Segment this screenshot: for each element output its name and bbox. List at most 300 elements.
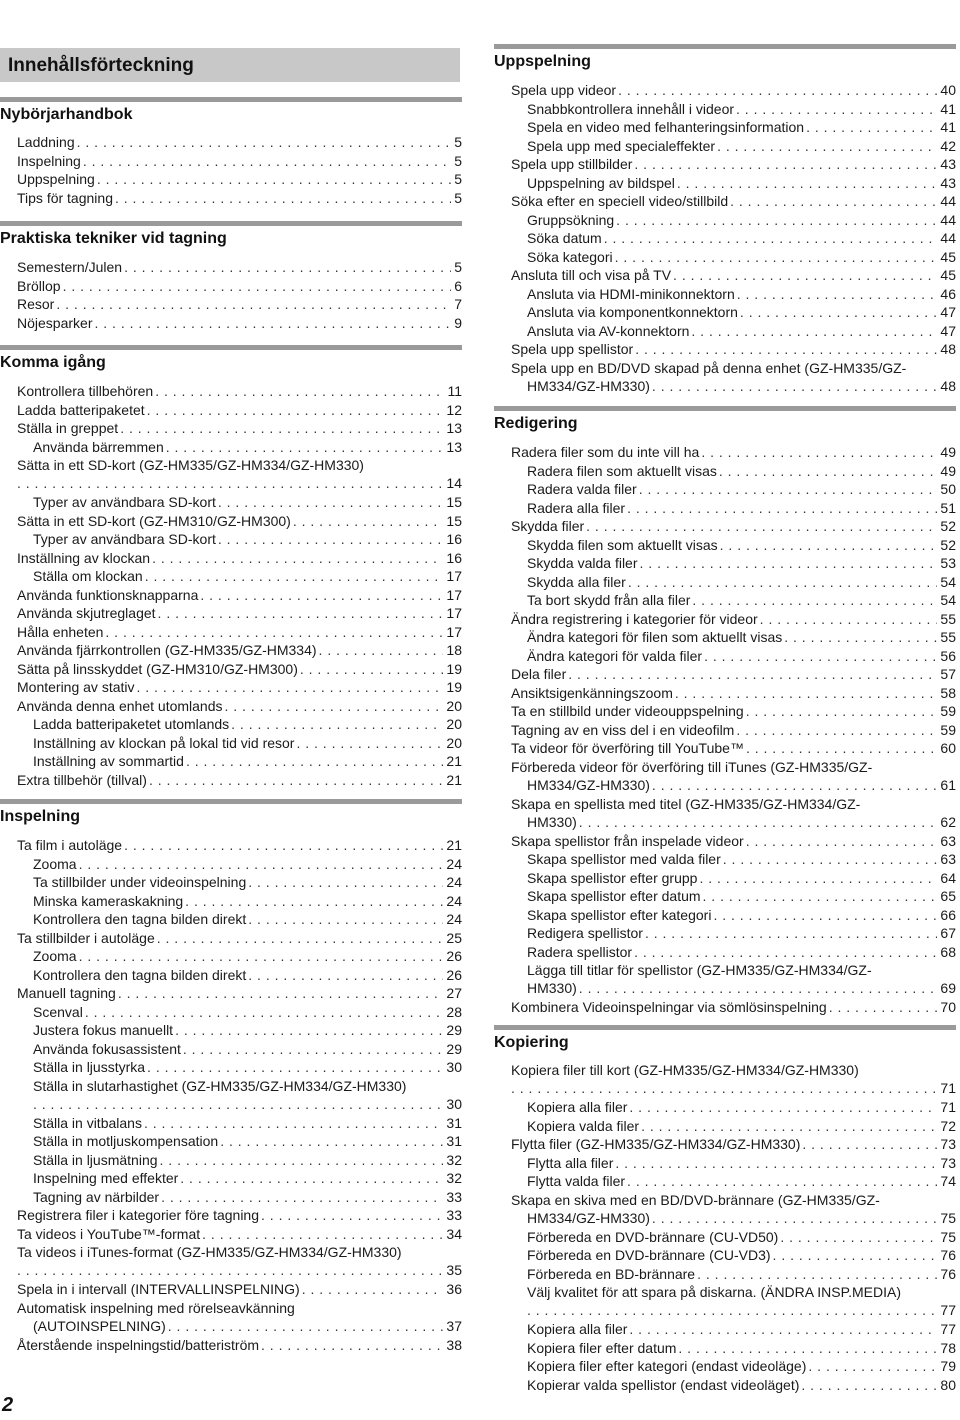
dot-leader (118, 984, 444, 1002)
toc-entry-page: 50 (940, 481, 956, 497)
toc-entry-text: Uppspelning (17, 171, 95, 187)
toc-entry-text: Återstående inspelningstid/batteriström (17, 1336, 260, 1353)
toc-entry[interactable] (511, 359, 956, 395)
toc-entry[interactable] (527, 118, 956, 136)
toc-entry[interactable] (527, 647, 956, 665)
toc-entry[interactable] (527, 211, 956, 229)
toc-entry-text: Ställa in ljusmätning (33, 1151, 158, 1168)
toc-entry[interactable] (17, 1243, 462, 1279)
toc-title: Innehållsförteckning (8, 55, 194, 76)
dot-leader (604, 229, 938, 247)
toc-entry-text-continued: HM334/GZ-HM330) (527, 1209, 650, 1226)
toc-entry[interactable] (527, 1117, 956, 1135)
toc-entry-text: Kopiera valda filer (527, 1117, 640, 1134)
toc-entry-text: Spela upp med specialeffekter (527, 137, 716, 154)
toc-entry[interactable] (33, 873, 462, 891)
toc-entry[interactable] (17, 133, 462, 151)
dot-leader (634, 943, 937, 961)
toc-entry-text: Skapa spellistor efter grupp (527, 869, 698, 886)
toc-entry[interactable] (511, 192, 956, 210)
toc-entry-page: 61 (940, 776, 956, 793)
dot-leader (94, 314, 451, 332)
toc-entry-text: Manuell tagning (17, 985, 116, 1001)
dot-leader (773, 1246, 938, 1264)
toc-entry[interactable] (17, 984, 462, 1002)
toc-entry-text: Spela upp en BD/DVD skapad på denna enhet (GZ-HM335/GZ- (511, 359, 907, 376)
toc-entry[interactable] (17, 258, 462, 276)
dot-leader (652, 776, 938, 794)
dot-leader (124, 836, 443, 854)
toc-entry-page: 42 (940, 137, 956, 154)
toc-entry[interactable] (511, 610, 956, 628)
section-heading-uppspelning (494, 44, 956, 74)
toc-entry[interactable] (17, 295, 462, 313)
toc-entry[interactable] (527, 174, 956, 192)
toc-entry[interactable] (527, 1357, 956, 1375)
toc-entry-page: 29 (446, 1040, 462, 1057)
toc-entry-page: 56 (940, 647, 956, 664)
toc-entry[interactable] (527, 961, 956, 997)
toc-entry-text: Flytta alla filer (527, 1154, 614, 1171)
dot-leader (200, 586, 443, 604)
dot-leader (511, 1079, 937, 1097)
toc-entry-page: 15 (446, 512, 462, 529)
toc-entry-page: 74 (940, 1173, 956, 1189)
toc-entry[interactable] (527, 480, 956, 498)
toc-entry[interactable] (17, 170, 462, 188)
section-title: Uppspelning (494, 53, 591, 70)
toc-entry[interactable] (527, 229, 956, 247)
toc-entry[interactable] (17, 1336, 462, 1354)
toc-entry-text: Zooma (33, 948, 77, 964)
toc-entry[interactable] (17, 697, 462, 715)
dot-leader (719, 462, 938, 480)
toc-entry-text: Använda bärremmen (33, 438, 164, 455)
toc-entry[interactable] (511, 758, 956, 794)
toc-entry-page: 52 (940, 536, 956, 553)
toc-entry-page: 17 (446, 586, 462, 603)
toc-entry-text-continued: HM330) (527, 813, 577, 830)
toc-entry[interactable] (17, 623, 462, 641)
toc-entry[interactable] (527, 850, 956, 868)
toc-entry[interactable] (33, 1151, 462, 1169)
section-heading-kopiering (494, 1025, 956, 1055)
toc-entry[interactable] (527, 906, 956, 924)
toc-entry[interactable] (527, 499, 956, 517)
dot-leader (645, 924, 937, 942)
dot-leader (652, 377, 938, 395)
toc-entry[interactable] (511, 155, 956, 173)
toc-entry-page: 47 (940, 322, 956, 339)
toc-entry[interactable] (527, 1265, 956, 1283)
toc-entry[interactable] (527, 1228, 956, 1246)
dot-leader (248, 966, 443, 984)
toc-entry[interactable] (17, 152, 462, 170)
section-rule (0, 799, 462, 804)
toc-entry-page: 20 (446, 716, 462, 732)
toc-entry-page: 72 (940, 1117, 956, 1134)
dot-leader (302, 1280, 444, 1298)
dot-leader (115, 189, 451, 207)
toc-entry-text: Radera spellistor (527, 943, 633, 960)
toc-entry-text: Ladda batteripaketet (17, 401, 145, 418)
toc-entry-text: Skydda filen som aktuellt visas (527, 536, 718, 553)
toc-entry-page: 64 (940, 869, 956, 886)
toc-entry-page: 24 (446, 892, 462, 909)
dot-leader (673, 266, 937, 284)
dot-leader (97, 170, 451, 188)
toc-entry[interactable] (511, 721, 956, 739)
toc-entry-text: Ansiktsigenkänningszoom (511, 684, 673, 701)
dot-leader (736, 100, 937, 118)
toc-entry-page: 67 (940, 925, 956, 941)
toc-entry[interactable] (33, 910, 462, 928)
toc-entry[interactable] (33, 855, 462, 873)
dot-leader (56, 295, 451, 313)
toc-entry[interactable] (511, 81, 956, 99)
toc-entry-text: Förbereda videor för överföring till iTunes (GZ-HM335/GZ- (511, 758, 873, 775)
toc-entry[interactable] (527, 248, 956, 266)
toc-entry[interactable] (17, 771, 462, 789)
toc-entry-text: Hålla enheten (17, 623, 104, 640)
toc-entry-page: 53 (940, 555, 956, 571)
toc-entry[interactable] (33, 438, 462, 456)
toc-entry-text: Dela filer (511, 666, 567, 682)
toc-entry[interactable] (33, 1132, 462, 1150)
toc-entry-text: Använda fokusassistent (33, 1040, 181, 1057)
section-title: Inspelning (0, 808, 80, 825)
toc-entry-page: 5 (454, 171, 462, 187)
dot-leader (736, 721, 937, 739)
toc-entry[interactable] (511, 998, 956, 1016)
toc-entry-page: 80 (940, 1376, 956, 1393)
dot-leader (185, 892, 443, 910)
dot-leader (105, 623, 443, 641)
toc-entry-page: 28 (446, 1003, 462, 1020)
toc-entry-page: 5 (454, 134, 462, 150)
dot-leader (152, 549, 443, 567)
toc-entry[interactable] (17, 1225, 462, 1243)
toc-entry[interactable] (511, 832, 956, 850)
toc-entry-text: Kopiera filer efter kategori (endast videoläge) (527, 1358, 807, 1374)
toc-entry-page: 43 (940, 174, 956, 191)
toc-entry[interactable] (17, 456, 462, 492)
toc-entry[interactable] (33, 892, 462, 910)
toc-entry[interactable] (33, 1021, 462, 1039)
toc-entry[interactable] (33, 493, 462, 511)
toc-entry[interactable] (527, 1283, 956, 1319)
toc-entry[interactable] (527, 869, 956, 887)
dot-leader (678, 1339, 937, 1357)
toc-entry[interactable] (511, 443, 956, 461)
toc-entry[interactable] (511, 1191, 956, 1227)
toc-entry-page: 5 (454, 189, 462, 206)
toc-entry-page: 17 (446, 605, 462, 621)
toc-entry-page: 45 (940, 248, 956, 265)
toc-entry-page: 32 (446, 1170, 462, 1186)
toc-entry[interactable] (511, 795, 956, 831)
toc-entry[interactable] (17, 641, 462, 659)
dot-leader (568, 665, 937, 683)
toc-entry[interactable] (527, 554, 956, 572)
toc-entry-text: Skapa spellistor med valda filer (527, 851, 721, 867)
dot-leader (160, 1151, 444, 1169)
toc-entry-page: 24 (446, 911, 462, 927)
toc-entry[interactable] (527, 887, 956, 905)
toc-entry-text: Typer av användbara SD-kort (33, 531, 216, 547)
toc-entry[interactable] (17, 604, 462, 622)
toc-entry-page: 44 (940, 211, 956, 228)
toc-entry-text: Tagning av närbilder (33, 1188, 160, 1205)
toc-entry[interactable] (511, 684, 956, 702)
dot-leader (168, 1317, 444, 1335)
toc-entry-text: Använda denna enhet utomlands (17, 697, 223, 714)
toc-entry-text: Ändra kategori för valda filer (527, 647, 703, 664)
dot-leader (579, 813, 938, 831)
section-rule (494, 406, 956, 411)
dot-leader (829, 998, 938, 1016)
toc-entry-text: Kopiera filer till kort (GZ-HM335/GZ-HM334/GZ-HM330) (511, 1062, 859, 1078)
toc-entry-page: 54 (940, 573, 956, 590)
toc-entry[interactable] (33, 1114, 462, 1132)
toc-entry-page: 49 (940, 462, 956, 479)
toc-entry-page: 47 (940, 304, 956, 320)
toc-entry[interactable] (17, 1280, 462, 1298)
toc-entry-page: 52 (940, 518, 956, 534)
toc-entry-text: Scenval (33, 1003, 83, 1020)
toc-entry-page: 16 (446, 549, 462, 566)
toc-entry[interactable] (527, 100, 956, 118)
dot-leader (248, 910, 443, 928)
toc-entry[interactable] (527, 1172, 956, 1190)
toc-entry-text: Kontrollera den tagna bilden direkt (33, 966, 247, 983)
toc-entry[interactable] (527, 1098, 956, 1116)
dot-leader (802, 1135, 937, 1153)
toc-entry[interactable] (33, 567, 462, 585)
toc-entry[interactable] (511, 517, 956, 535)
dot-leader (699, 869, 937, 887)
dot-leader (616, 211, 937, 229)
toc-entry-text: Förbereda en BD-brännare (527, 1265, 696, 1282)
toc-entry[interactable] (511, 739, 956, 757)
toc-entry-text-continued: HM334/GZ-HM330) (527, 776, 650, 793)
dot-leader (615, 248, 938, 266)
toc-entry-page: 68 (940, 943, 956, 960)
toc-entry-page: 62 (940, 813, 956, 830)
toc-entry-page: 48 (940, 377, 956, 394)
dot-leader (149, 771, 443, 789)
page-number: 2 (2, 1394, 14, 1416)
toc-entry[interactable] (33, 1040, 462, 1058)
dot-leader (627, 499, 937, 517)
dot-leader (218, 530, 444, 548)
toc-entry-page: 26 (446, 966, 462, 983)
toc-entry-text: Skydda alla filer (527, 573, 626, 590)
toc-entry-page: 20 (446, 697, 462, 714)
toc-entry-text: Spela upp stillbilder (511, 156, 633, 172)
toc-entry-page: 29 (446, 1022, 462, 1038)
toc-entry[interactable] (17, 401, 462, 419)
toc-entry-text: Ställa in vitbalans (33, 1114, 142, 1131)
toc-entry[interactable] (17, 678, 462, 696)
toc-entry-page: 45 (940, 267, 956, 283)
toc-entry-text: Registrera filer i kategorier före tagning (17, 1207, 260, 1223)
dot-leader (639, 480, 938, 498)
toc-entry-page: 32 (446, 1151, 462, 1168)
toc-entry-text: Nöjesparker (17, 314, 93, 331)
toc-entry[interactable] (527, 322, 956, 340)
toc-entry[interactable] (33, 1058, 462, 1076)
dot-leader (704, 647, 937, 665)
toc-entry[interactable] (17, 1299, 462, 1335)
toc-entry[interactable] (17, 660, 462, 678)
toc-entry[interactable] (33, 752, 462, 770)
toc-entry-page: 24 (446, 855, 462, 872)
toc-entry-text: Lägga till titlar för spellistor (GZ-HM335/GZ-HM334/GZ- (527, 962, 872, 978)
toc-entry-text: Spela en video med felhanteringsinformation (527, 119, 805, 135)
toc-entry-text: Ta bort skydd från alla filer (527, 592, 691, 608)
toc-entry-page: 25 (446, 929, 462, 946)
toc-entry-text: Ändra kategori för filen som aktuellt visas (527, 629, 783, 645)
toc-entry-page: 13 (446, 438, 462, 455)
toc-entry[interactable] (527, 943, 956, 961)
toc-entry-page: 51 (940, 499, 956, 516)
toc-entry[interactable] (33, 530, 462, 548)
toc-entry[interactable] (511, 702, 956, 720)
toc-entry[interactable] (33, 966, 462, 984)
dot-leader (33, 1095, 443, 1113)
toc-entry-text: Ansluta via HDMI-minikonnektorn (527, 285, 735, 302)
dot-leader (641, 1117, 937, 1135)
dot-leader (691, 322, 937, 340)
toc-entry-page: 46 (940, 285, 956, 302)
toc-entry-text-continued: HM330) (527, 980, 577, 996)
toc-entry-page: 16 (446, 531, 462, 547)
toc-entry[interactable] (527, 573, 956, 591)
dot-leader (137, 678, 444, 696)
toc-entry-page: 75 (940, 1228, 956, 1245)
toc-entry-text: Sätta in ett SD-kort (GZ-HM335/GZ-HM334/GZ-HM330) (17, 457, 364, 473)
dot-leader (166, 438, 444, 456)
toc-entry[interactable] (17, 277, 462, 295)
toc-entry[interactable] (527, 285, 956, 303)
toc-entry-page: 41 (940, 100, 956, 117)
toc-entry-page: 71 (940, 1099, 956, 1115)
toc-entry-text: Minska kameraskakning (33, 892, 184, 909)
dot-leader (186, 752, 443, 770)
toc-entry[interactable] (527, 1320, 956, 1338)
toc-entry-text: Inspelning (17, 152, 81, 169)
dot-leader (780, 1228, 937, 1246)
toc-entry[interactable] (17, 382, 462, 400)
toc-entry-text: Radera filen som aktuellt visas (527, 462, 717, 479)
toc-entry-page: 11 (447, 383, 462, 399)
toc-entry-text: Ansluta till och visa på TV (511, 267, 672, 283)
toc-entry[interactable] (527, 137, 956, 155)
toc-entry[interactable] (511, 266, 956, 284)
toc-entry-text: Ställa in ljusstyrka (33, 1059, 146, 1075)
toc-entry[interactable] (527, 303, 956, 321)
toc-entry-page: 59 (940, 703, 956, 719)
toc-entry[interactable] (527, 1339, 956, 1357)
dot-leader (120, 419, 443, 437)
toc-entry[interactable] (527, 1154, 956, 1172)
toc-entry[interactable] (527, 628, 956, 646)
dot-leader (180, 1169, 443, 1187)
toc-entry[interactable] (33, 1077, 462, 1113)
dot-leader (175, 1021, 443, 1039)
toc-entry-text: Kopiera filer efter datum (527, 1339, 677, 1356)
toc-entry[interactable] (511, 1135, 956, 1153)
toc-entry-page: 70 (940, 999, 956, 1015)
toc-entry-text: Skapa spellistor efter datum (527, 888, 701, 904)
toc-entry-page: 55 (940, 610, 956, 627)
toc-entry[interactable] (17, 512, 462, 530)
dot-leader (231, 715, 443, 733)
toc-entry[interactable] (33, 734, 462, 752)
dot-leader (77, 133, 452, 151)
dot-leader (17, 1261, 443, 1279)
toc-entry-page: 55 (940, 629, 956, 645)
toc-entry-page: 44 (940, 193, 956, 209)
toc-entry[interactable] (33, 1188, 462, 1206)
toc-entry[interactable] (17, 549, 462, 567)
toc-entry[interactable] (527, 591, 956, 609)
toc-entry-page: 17 (446, 568, 462, 584)
toc-entry[interactable] (511, 1061, 956, 1097)
toc-entry[interactable] (527, 1246, 956, 1264)
dot-leader (806, 118, 937, 136)
toc-entry-text: Välj kvalitet för att spara på diskarna. (ÄNDRA INSP.MEDIA) (527, 1284, 901, 1300)
toc-entry-page: 44 (940, 230, 956, 246)
toc-entry-page: 59 (940, 721, 956, 738)
section-heading-nybörjarhandbok (0, 97, 462, 127)
toc-entry[interactable] (33, 947, 462, 965)
toc-entry[interactable] (17, 836, 462, 854)
toc-entry-text: Kontrollera tillbehören (17, 383, 154, 399)
toc-entry[interactable] (511, 665, 956, 683)
toc-entry[interactable] (33, 1003, 462, 1021)
toc-entry[interactable] (527, 536, 956, 554)
section-rule (0, 221, 462, 226)
toc-entry[interactable] (511, 340, 956, 358)
toc-entry[interactable] (17, 314, 462, 332)
dot-leader (746, 832, 938, 850)
dot-leader (155, 382, 444, 400)
toc-entry[interactable] (17, 419, 462, 437)
toc-entry[interactable] (527, 462, 956, 480)
toc-entry-text: Laddning (17, 134, 75, 150)
toc-entry[interactable] (17, 586, 462, 604)
toc-entry-page: 30 (446, 1095, 462, 1112)
toc-entry-page: 14 (446, 475, 462, 491)
toc-entry-page: 12 (446, 401, 462, 418)
toc-entry-page: 31 (446, 1133, 462, 1149)
toc-entry-text: Sätta in ett SD-kort (GZ-HM310/GZ-HM300) (17, 512, 291, 529)
toc-entry-text: Ställa in motljuskompensation (33, 1133, 219, 1149)
toc-entry[interactable] (527, 924, 956, 942)
toc-entry[interactable] (33, 715, 462, 733)
toc-entry[interactable] (33, 1169, 462, 1187)
toc-entry-text: Ta videos i YouTube™-format (17, 1225, 201, 1242)
section-title: Nybörjarhandbok (0, 106, 133, 123)
toc-entry-page: 33 (446, 1188, 462, 1205)
toc-entry[interactable] (527, 1376, 956, 1394)
toc-entry[interactable] (17, 929, 462, 947)
toc-entry[interactable] (17, 189, 462, 207)
toc-entry-text: Ta stillbilder under videoinspelning (33, 874, 247, 890)
toc-entry[interactable] (17, 1206, 462, 1224)
